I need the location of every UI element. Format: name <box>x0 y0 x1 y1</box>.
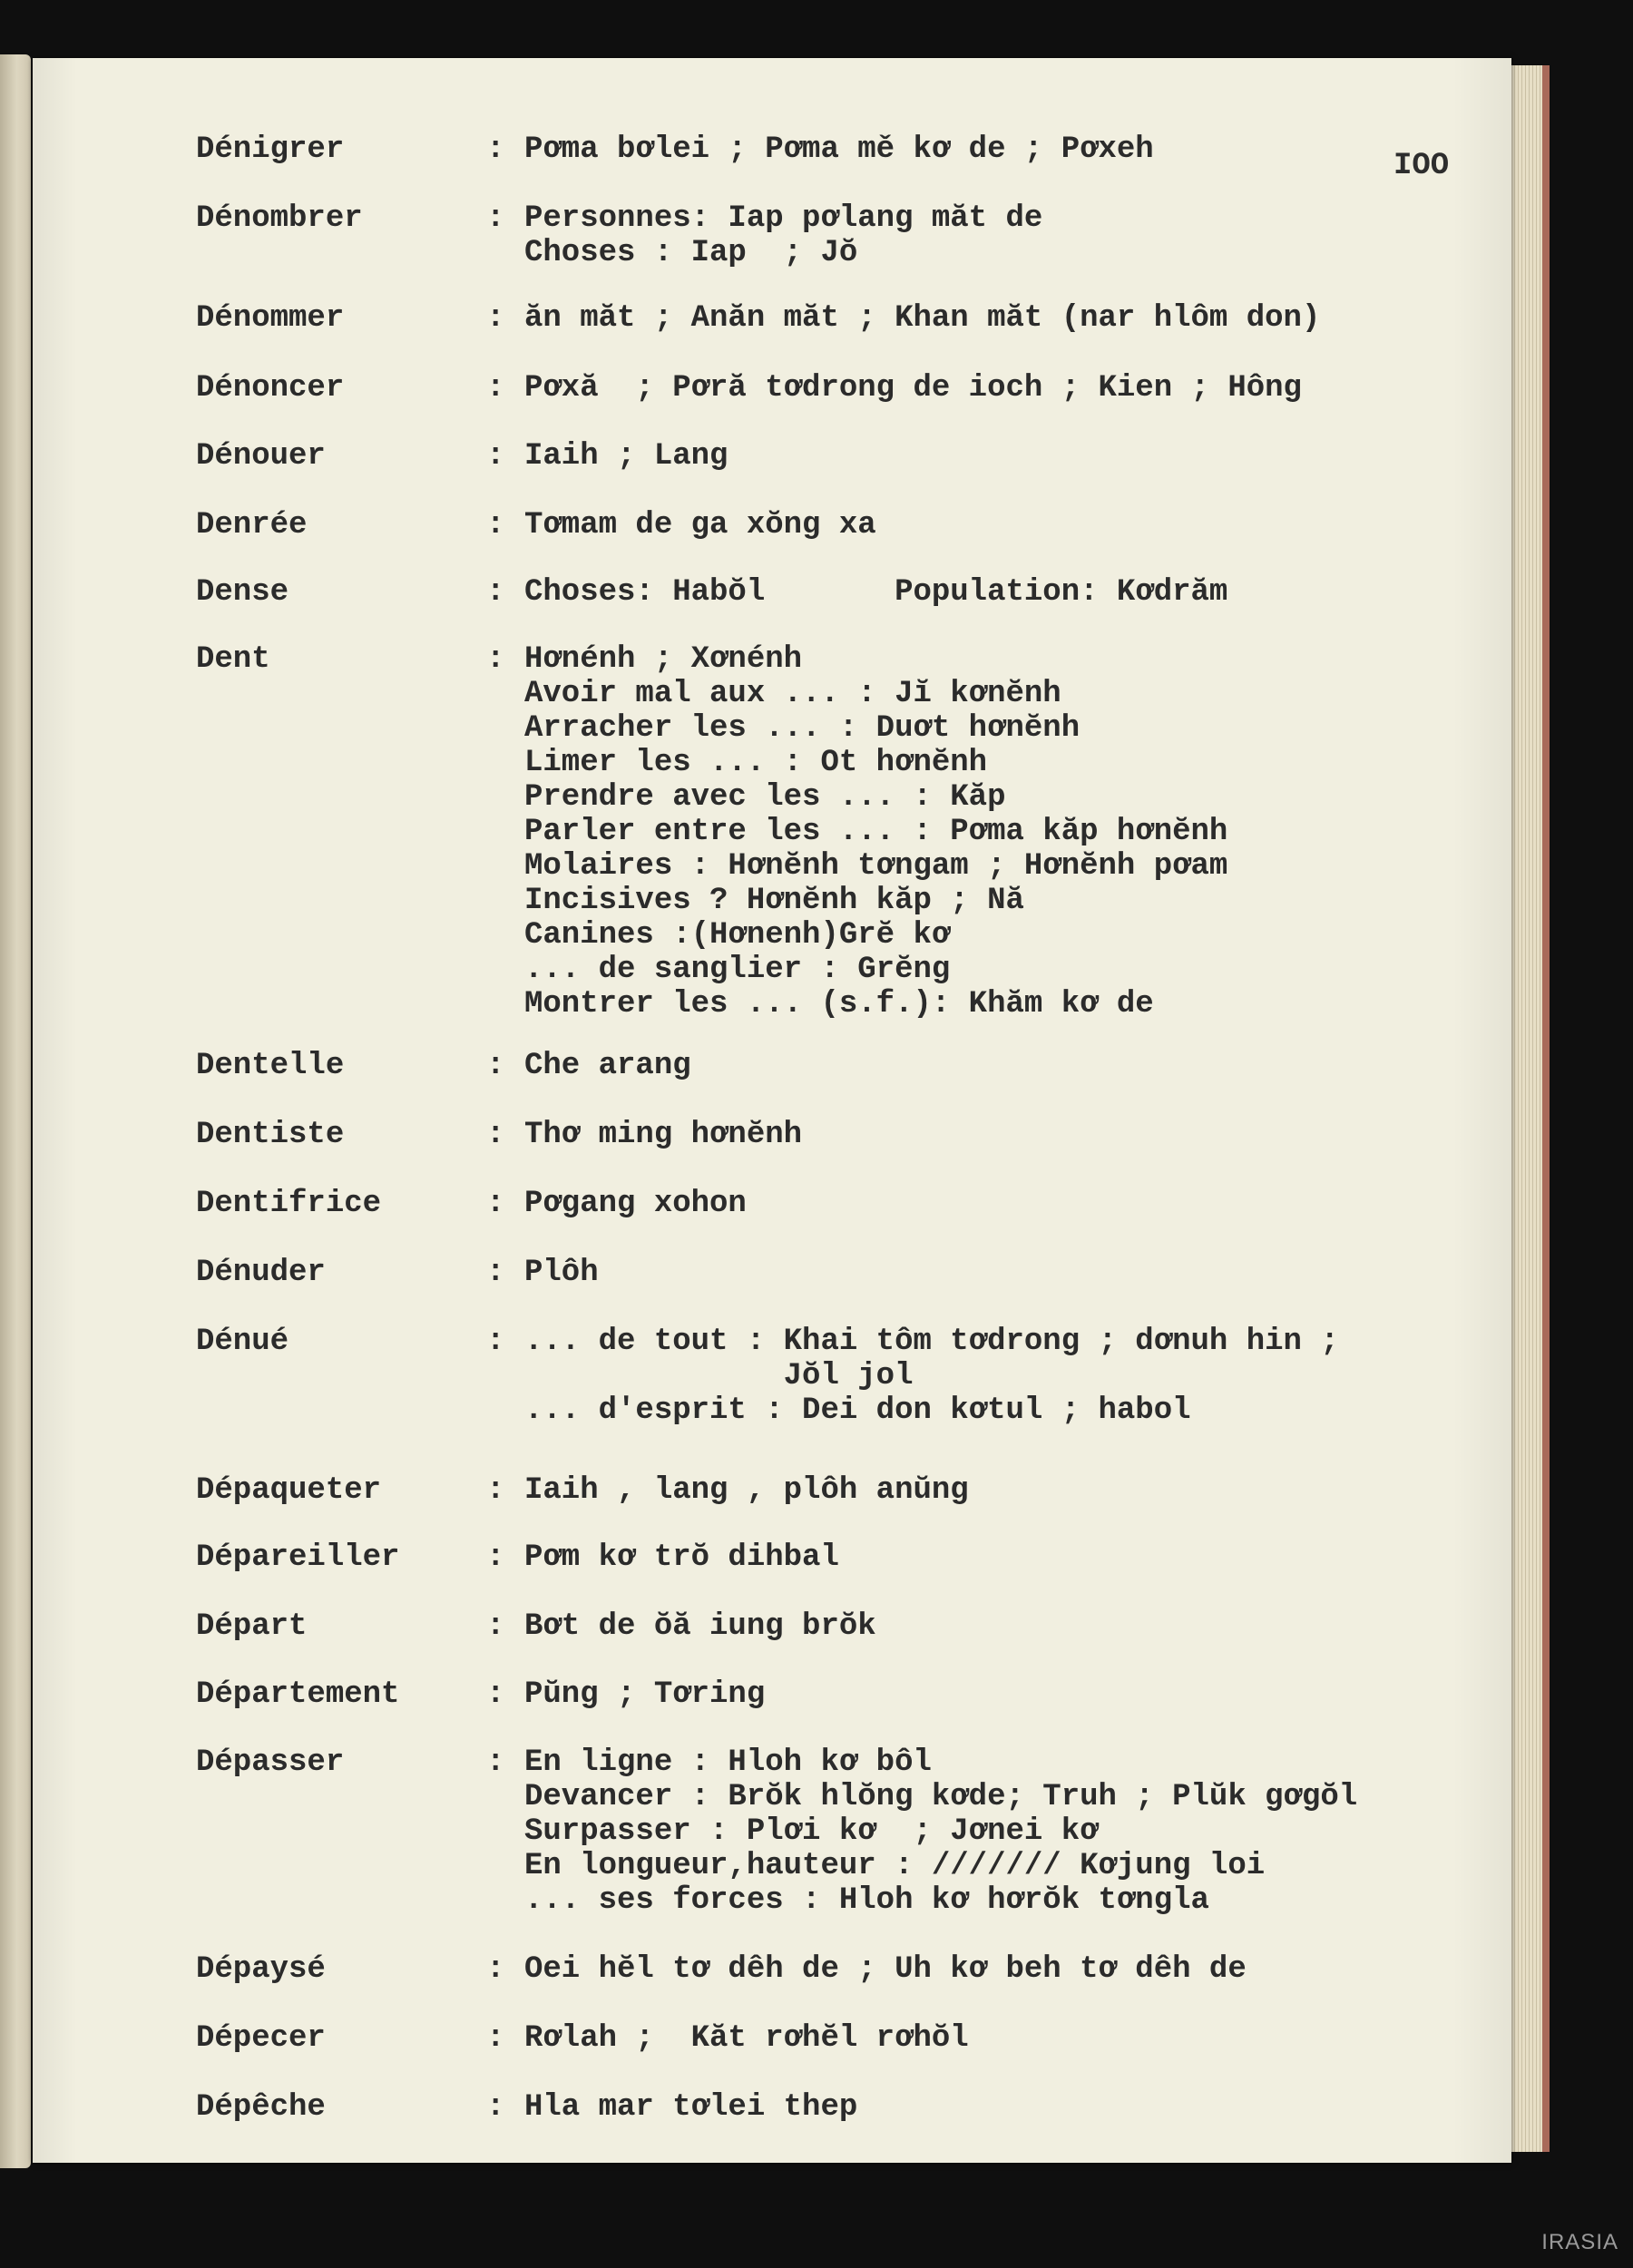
entry-definitions <box>524 1745 1357 1918</box>
entry-definitions <box>524 301 1320 336</box>
definition-line: Canines :(Hơnenh)Grĕ kơ <box>524 918 951 953</box>
entry-term: Dénombrer <box>196 201 363 236</box>
entry-term: Dépêche <box>196 2090 326 2125</box>
entry-term: Dépecer <box>196 2021 326 2056</box>
dictionary-page <box>33 58 1511 2163</box>
definition-line: Avoir mal aux ... : Jĭ kơnĕnh <box>524 677 1061 711</box>
entry-definitions <box>524 1952 1247 1987</box>
entry-definitions <box>524 1473 969 1508</box>
entry-separator: : <box>486 575 505 610</box>
entry-definitions <box>524 1256 599 1290</box>
entry-definitions <box>524 1049 691 1083</box>
entry-separator: : <box>486 301 505 336</box>
entry-separator: : <box>486 1473 505 1508</box>
entry-term: Dénué <box>196 1325 289 1359</box>
entry-definitions <box>524 439 728 474</box>
definition-line: ... de sanglier : Grĕng <box>524 953 951 987</box>
definition-line: Thơ ming hơnĕnh <box>524 1118 803 1152</box>
entry-definitions <box>524 1187 747 1221</box>
definition-line: Choses : Iap ; Jŏ <box>524 236 858 270</box>
definition-line: Personnes: Iap pơlang măt de <box>524 201 1043 236</box>
definition-line: Pŭng ; Tơring <box>524 1677 766 1712</box>
entry-definitions <box>524 132 1154 167</box>
entry-term: Dénouer <box>196 439 326 474</box>
entry-separator: : <box>486 1609 505 1644</box>
definition-line: Devancer : Brŏk hlŏng kơde; Truh ; Plŭk gơgŏl <box>524 1780 1358 1814</box>
definition-line: Jŏl jol <box>524 1359 914 1393</box>
definition-line: Hơnénh ; Xơnénh <box>524 642 803 677</box>
entry-separator: : <box>486 1256 505 1290</box>
entry-term: Dense <box>196 575 289 610</box>
definition-line: Choses: Habŏl Population: Kơdrăm <box>524 575 1228 610</box>
definition-line: ăn măt ; Anăn măt ; Khan măt (nar hlôm don) <box>524 301 1321 336</box>
entry-separator: : <box>486 2090 505 2125</box>
definition-line: Parler entre les ... : Pơma kăp hơnĕnh <box>524 815 1228 849</box>
entry-separator: : <box>486 1187 505 1221</box>
definition-line: Prendre avec les ... : Kăp <box>524 780 1006 815</box>
entry-definitions <box>524 575 1227 610</box>
definition-line: Rơlah ; Kăt rơhĕl rơhŏl <box>524 2021 969 2056</box>
entry-term: Dent <box>196 642 270 677</box>
entry-separator: : <box>486 642 505 677</box>
definition-line: Pơxă ; Pơră tơdrong de ioch ; Kien ; Hông <box>524 371 1302 406</box>
definition-line: Oei hĕl tơ dêh de ; Uh kơ beh tơ dêh de <box>524 1952 1247 1987</box>
entry-term: Dentelle <box>196 1049 345 1083</box>
watermark: IRASIA <box>1541 2230 1618 2254</box>
definition-line: Che arang <box>524 1049 691 1083</box>
definition-line: ... d'esprit : Dei don kơtul ; habol <box>524 1393 1191 1428</box>
entry-separator: : <box>486 1745 505 1780</box>
entry-separator: : <box>486 1677 505 1712</box>
entry-term: Dénuder <box>196 1256 326 1290</box>
entry-separator: : <box>486 1325 505 1359</box>
entry-definitions <box>524 2090 857 2125</box>
entry-term: Dépaysé <box>196 1952 326 1987</box>
definition-line: ... ses forces : Hloh kơ hơrŏk tơngla <box>524 1883 1209 1918</box>
definition-line: En longueur,hauteur : /////// Kơjung loi <box>524 1849 1266 1883</box>
definition-line: Montrer les ... (s.f.): Khăm kơ de <box>524 987 1154 1022</box>
definition-line: Pơm kơ trŏ dihbal <box>524 1540 839 1575</box>
entry-separator: : <box>486 371 505 406</box>
definition-line: Pơma bơlei ; Pơma mě kơ de ; Pơxeh <box>524 132 1154 167</box>
entry-separator: : <box>486 2021 505 2056</box>
entry-definitions <box>524 1540 839 1575</box>
entry-separator: : <box>486 508 505 543</box>
entry-separator: : <box>486 132 505 167</box>
definition-line: Iaih ; Lang <box>524 439 728 474</box>
definition-line: Tơmam de ga xŏng xa <box>524 508 876 543</box>
definition-line: Incisives ? Hơnĕnh kăp ; Nă <box>524 884 1024 918</box>
definition-line: Hla mar tơlei thep <box>524 2090 858 2125</box>
entry-term: Départ <box>196 1609 308 1644</box>
entry-term: Denrée <box>196 508 308 543</box>
definition-line: En ligne : Hloh kơ bôl <box>524 1745 932 1780</box>
definition-line: Pơgang xohon <box>524 1187 747 1221</box>
page-stack-edge <box>1511 65 1550 2152</box>
definition-line: Plôh <box>524 1256 599 1290</box>
definition-line: Molaires : Hơnĕnh tơngam ; Hơnĕnh pơam <box>524 849 1228 884</box>
entry-definitions <box>524 508 876 543</box>
entry-definitions <box>524 371 1302 406</box>
entry-separator: : <box>486 1540 505 1575</box>
entry-term: Dépasser <box>196 1745 345 1780</box>
entry-term: Dépaqueter <box>196 1473 382 1508</box>
entry-definitions <box>524 2021 969 2056</box>
definition-line: Arracher les ... : Duơt hơnĕnh <box>524 711 1081 746</box>
entry-separator: : <box>486 201 505 236</box>
entry-definitions <box>524 201 1042 270</box>
entry-term: Dentiste <box>196 1118 345 1152</box>
page-number: IOO <box>1393 149 1450 183</box>
definition-line: ... de tout : Khai tôm tơdrong ; dơnuh hin ; <box>524 1325 1339 1359</box>
entry-definitions <box>524 1609 876 1644</box>
entry-definitions <box>524 1325 1339 1428</box>
entry-separator: : <box>486 1118 505 1152</box>
entry-term: Dénigrer <box>196 132 345 167</box>
entry-definitions <box>524 642 1227 1022</box>
entry-definitions <box>524 1118 802 1152</box>
entry-term: Dénommer <box>196 301 345 336</box>
definition-line: Limer les ... : Ot hơnĕnh <box>524 746 988 780</box>
entry-term: Dépareiller <box>196 1540 400 1575</box>
entry-separator: : <box>486 1049 505 1083</box>
left-page-edge <box>0 54 31 2168</box>
entry-definitions <box>524 1677 765 1712</box>
entry-term: Département <box>196 1677 400 1712</box>
definition-line: Bơt de ŏă iung brŏk <box>524 1609 876 1644</box>
definition-line: Surpasser : Plơi kơ ; Jơnei kơ <box>524 1814 1099 1849</box>
definition-line: Iaih , lang , plôh anŭng <box>524 1473 969 1508</box>
entry-term: Dénoncer <box>196 371 345 406</box>
entry-separator: : <box>486 439 505 474</box>
entry-separator: : <box>486 1952 505 1987</box>
entry-term: Dentifrice <box>196 1187 382 1221</box>
